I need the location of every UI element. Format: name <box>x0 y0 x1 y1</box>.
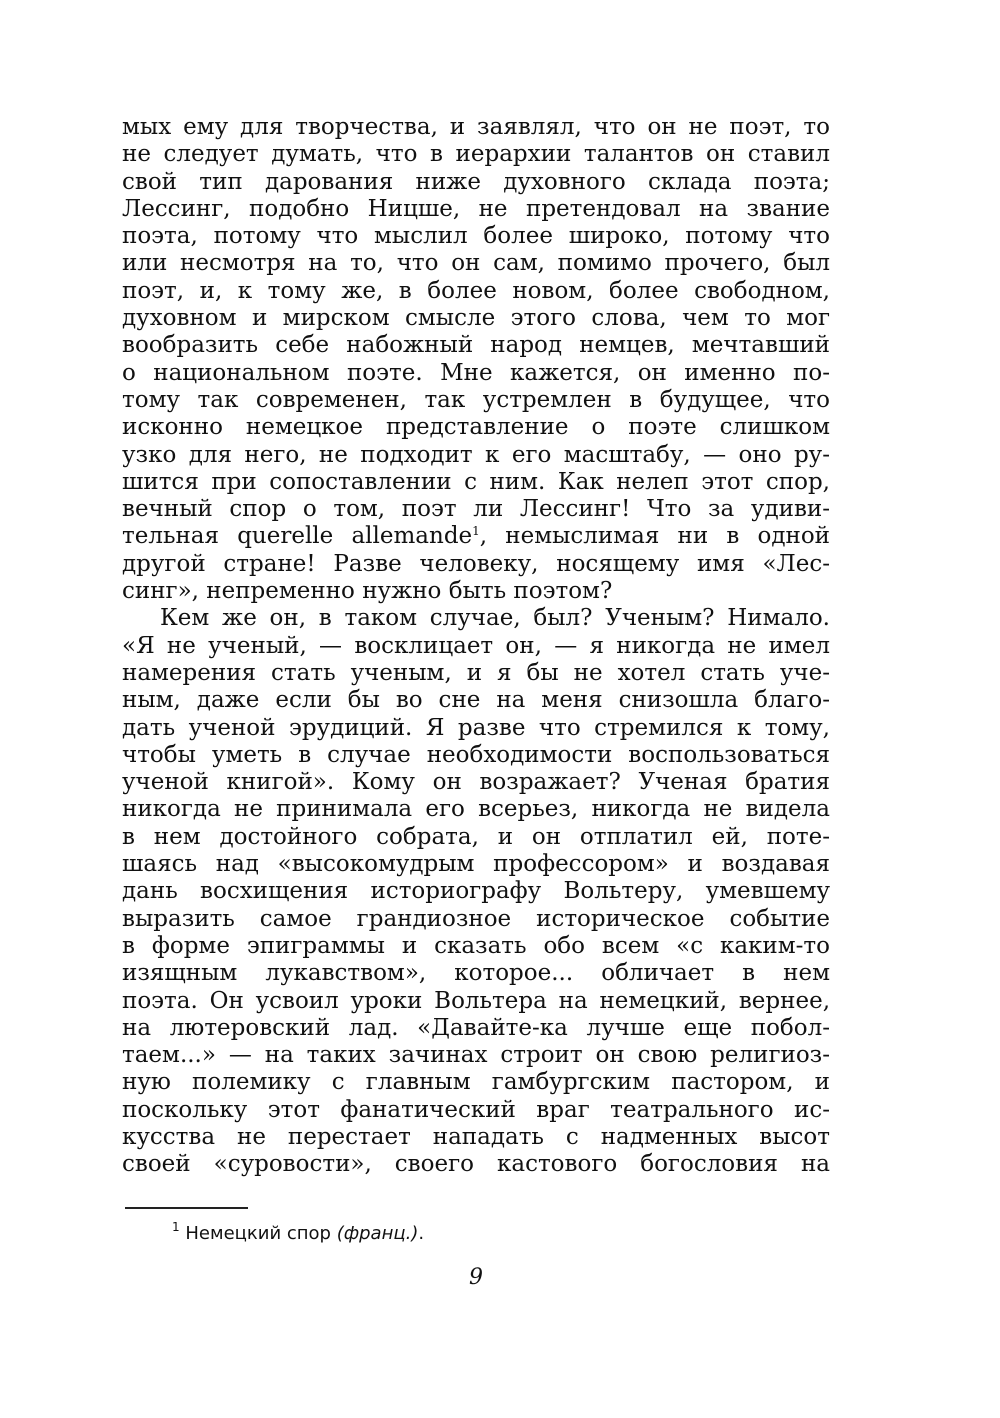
footnote <box>172 1220 425 1245</box>
text-line: исконно немецкое представление о поэте слишком <box>122 414 830 441</box>
text-line: мых ему для творчества, и заявлял, что он не поэт, то <box>122 114 830 140</box>
text-line: поскольку этот фанатический враг театрального ис- <box>122 1096 830 1123</box>
text-line: другой стране! Разве человеку, носящему имя «Лес- <box>122 550 830 577</box>
text-line: изящным лукавством», которое... обличает в нем <box>122 960 830 987</box>
footnote-end: . <box>418 1223 425 1244</box>
text-line: узко для него, не подходит к его масштабу, — оно ру- <box>122 441 830 468</box>
text-line: не следует думать, что в иерархии талантов он ставил <box>122 141 830 168</box>
text-line: духовном и мирском смысле этого слова, чем то мог <box>122 305 830 332</box>
text-line: поэта. Он усвоил уроки Вольтера на немецкий, вернее, <box>122 987 830 1014</box>
footnote-marker: 1 <box>172 1220 180 1234</box>
text-line: ученой книгой». Кому он возражает? Ученая братия <box>122 769 830 796</box>
footnote-language-note: (франц.) <box>336 1223 419 1244</box>
text-line: поэта, потому что мыслил более широко, потому что <box>122 223 830 250</box>
text-line: ную полемику с главным гамбургским пастором, и <box>122 1069 830 1096</box>
text-line: чтобы уметь в случае необходимости воспользоваться <box>122 741 830 768</box>
text-fragment: , немыслимая ни в одной <box>479 523 830 550</box>
text-fragment: тельная querelle allemande <box>122 523 473 550</box>
text-line: намерения стать ученым, и я бы не хотел стать уче- <box>122 659 830 686</box>
text-line: в форме эпиграммы и сказать обо всем «с каким-то <box>122 932 830 959</box>
text-line: своей «суровости», своего кастового богословия на <box>122 1151 830 1178</box>
text-line: на лютеровский лад. «Давайте-ка лучше еще побол- <box>122 1014 830 1041</box>
text-line: шаясь над «высокомудрым профессором» и воздавая <box>122 851 830 878</box>
text-line: таем...» — на таких зачинах строит он свою религиоз- <box>122 1042 830 1069</box>
footnote-text: Немецкий спор <box>185 1223 337 1244</box>
paragraph-end-line: синг», непременно нужно быть поэтом? <box>122 578 613 605</box>
text-line: «Я не ученый, — восклицает он, — я никогда не имел <box>122 632 830 659</box>
text-line: вообразить себе набожный народ немцев, мечтавший <box>122 332 830 359</box>
text-line: дать ученой эрудиций. Я разве что стремился к тому, <box>122 714 830 741</box>
footnote-reference: 1 <box>472 524 480 539</box>
page-number: 9 <box>469 1265 483 1290</box>
page-body <box>122 114 830 1179</box>
paragraph-first-line: Кем же он, в таком случае, был? Ученым? Нимало. <box>160 605 830 632</box>
text-line: выразить самое грандиозное историческое событие <box>122 905 830 932</box>
text-line: поэт, и, к тому же, в более новом, более свободном, <box>122 277 830 304</box>
text-line: никогда не принимала его всерьез, никогда не видела <box>122 796 830 823</box>
text-line: кусства не перестает нападать с надменных высот <box>122 1123 830 1150</box>
text-line: свой тип дарования ниже духовного склада поэта; <box>122 168 830 195</box>
text-line: Лессинг, подобно Ницше, не претендовал на звание <box>122 195 830 222</box>
text-line: ным, даже если бы во сне на меня снизошла благо- <box>122 687 830 714</box>
text-line: или несмотря на то, что он сам, помимо прочего, был <box>122 250 830 277</box>
text-line: тому так современен, так устремлен в будущее, что <box>122 386 830 413</box>
text-line: в нем достойного собрата, и он отплатил ей, поте- <box>122 823 830 850</box>
footnote-divider <box>125 1207 248 1209</box>
text-line: о национальном поэте. Мне кажется, он именно по- <box>122 359 830 386</box>
text-line: вечный спор о том, поэт ли Лессинг! Что за удиви- <box>122 496 830 523</box>
text-line: дань восхищения историографу Вольтеру, умевшему <box>122 878 830 905</box>
text-line-with-footnote <box>122 523 830 550</box>
text-line: шится при сопоставлении с ним. Как нелеп этот спор, <box>122 468 830 495</box>
